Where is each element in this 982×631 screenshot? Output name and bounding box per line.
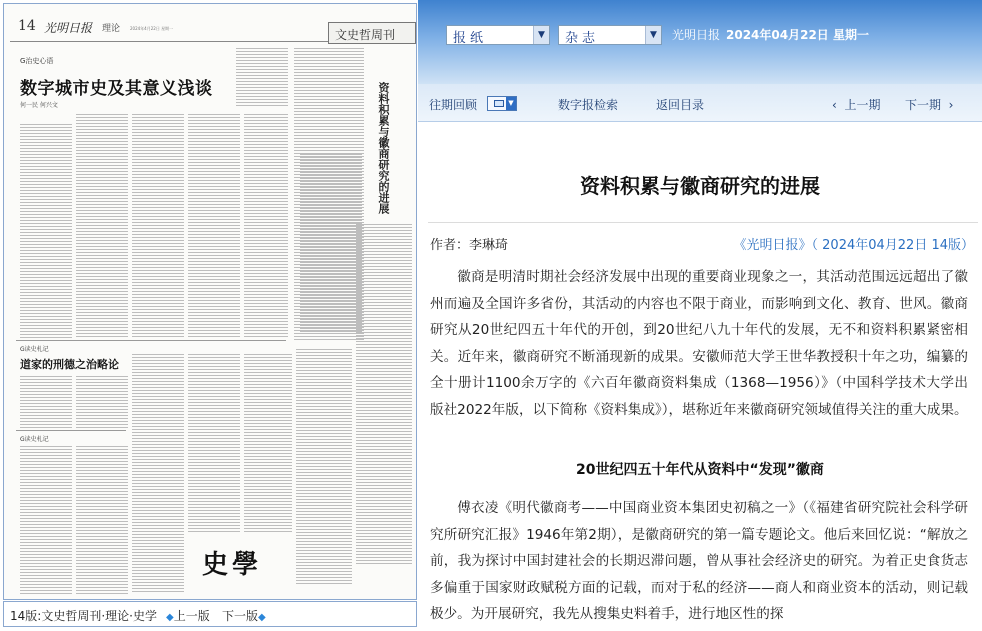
article-text-block: [76, 376, 128, 428]
article-headline-city-history[interactable]: 数字城市史及其意义浅谈: [20, 79, 213, 99]
magazine-select[interactable]: [558, 25, 662, 45]
article-text-block: [244, 114, 288, 339]
newspaper-select-value: 报纸: [453, 31, 488, 46]
chevron-left-icon: ‹: [832, 98, 837, 112]
article-text-block: [356, 224, 412, 564]
prev-issue-label[interactable]: 上一期: [844, 98, 881, 112]
article-author: 何一民 何兴文: [20, 102, 58, 109]
article-paragraph: 徽商是明清时期社会经济发展中出现的重要商业现象之一，其活动范围远远超出了徽州而遍及全国许多省份，其活动的内容也不限于商业，而影响到文化、教育、世风。徽商研究从20世纪四五十年代的开创，到20世纪八九十年代的发展，无不和资料积累紧密相关。近年来，徽商研究不断涌现新的成果。安徽师范大学王世华教授积十年之功，编纂的全十册计1100余万字的《六百年徽商资料集成（1368—1956）》（中国科学技术大学出版社2022年版，以下简称《资料集成》），堪称近年来徽商研究领域值得关注的重大成果。: [430, 269, 968, 418]
article-text-block: [236, 48, 288, 108]
article-pane: [418, 122, 982, 631]
newspaper-logo: 光明日报: [44, 21, 93, 35]
article-tag: G治史心语: [20, 57, 54, 65]
next-issue-label[interactable]: 下一期: [905, 98, 942, 112]
chevron-down-icon: ▼: [506, 97, 516, 110]
article-text-block: [188, 354, 240, 534]
diamond-icon: ◆: [166, 612, 174, 623]
article-text-block: [20, 446, 72, 596]
next-page-link[interactable]: [222, 607, 266, 624]
article-paragraph: 傅衣凌《明代徽商考——中国商业资本集团史初稿之一》（《福建省研究院社会科学研究所研究汇报》1946年第2期），是徽商研究的第一篇专题论文。他后来回忆说：“解放之前，我为探讨中国封建社会的长期迟滞问题，曾从事社会经济史的研究。为着正史食货志多偏重于国家财政赋税方面的记载，而对于私的经济——商人和商业资本的活动，则记载极少。为开展研究，我先从搜集史料着手，进行地区性的探: [430, 500, 968, 622]
prev-issue-link[interactable]: [832, 96, 880, 113]
history-section-logo: 史學: [202, 550, 263, 580]
digital-search-link[interactable]: 数字报检索: [558, 98, 619, 112]
next-page-label[interactable]: 下一版: [222, 609, 259, 623]
prev-page-label[interactable]: 上一版: [173, 609, 210, 623]
article-headline-taoism[interactable]: 道家的刑德之治略论: [20, 358, 119, 371]
newspaper-pane: [0, 0, 418, 631]
chevron-down-icon: ▼: [645, 26, 661, 44]
article-text-block: [188, 114, 240, 339]
article-tag: G读史札记: [20, 346, 49, 353]
article-text-block: [244, 354, 292, 534]
article-headline-huishang[interactable]: 资料积累与徽商研究的进展: [377, 82, 390, 214]
calendar-picker-button[interactable]: [487, 96, 517, 111]
article-text-block: [76, 114, 128, 339]
page-header: [10, 12, 410, 42]
article-text-block: [132, 114, 184, 339]
column-banner: 文史哲周刊: [328, 22, 416, 44]
article-tag: G读史札记: [20, 436, 49, 443]
article-text-block: [296, 349, 352, 584]
article-byline: 作者：李琳琦: [430, 238, 509, 253]
article-text-block: [20, 376, 72, 428]
page-number: 14: [18, 18, 36, 34]
page-section: 理论: [102, 24, 121, 34]
navigation-toolbar: [418, 84, 982, 122]
article-text-block: [132, 354, 184, 594]
article-text-block: [76, 446, 128, 596]
chevron-right-icon: ›: [948, 98, 954, 112]
article-source-link[interactable]: 《光明日报》（ 2024年04月22日 14版）: [733, 238, 974, 253]
return-index-link[interactable]: 返回目录: [656, 98, 705, 112]
article-text-block: [300, 154, 362, 334]
newspaper-select[interactable]: [446, 25, 550, 45]
article-text-block: [20, 124, 72, 339]
back-issues-link[interactable]: 往期回顾: [429, 98, 478, 112]
diamond-icon: ◆: [258, 612, 266, 623]
page-meta: 2024年4月22日 星期一: [130, 26, 174, 31]
page-nav-bar: [3, 601, 417, 627]
newspaper-page-image[interactable]: [3, 3, 417, 600]
article-subheading: 20世纪四五十年代从资料中“发现”徽商: [576, 462, 824, 478]
header-bar: [418, 0, 982, 84]
chevron-down-icon: ▼: [533, 26, 549, 44]
divider: [16, 340, 286, 341]
issue-date: 2024年04月22日 星期一: [726, 28, 869, 42]
page-label: 14版:文史哲周刊·理论·史学: [10, 609, 157, 623]
divider: [428, 222, 978, 223]
next-issue-link[interactable]: [905, 96, 953, 113]
divider: [16, 430, 126, 431]
publication-name: 光明日报: [672, 28, 721, 42]
article-title: 资料积累与徽商研究的进展: [580, 174, 820, 198]
prev-page-link[interactable]: [166, 607, 210, 624]
calendar-icon: [494, 100, 504, 107]
magazine-select-value: 杂志: [565, 31, 600, 46]
